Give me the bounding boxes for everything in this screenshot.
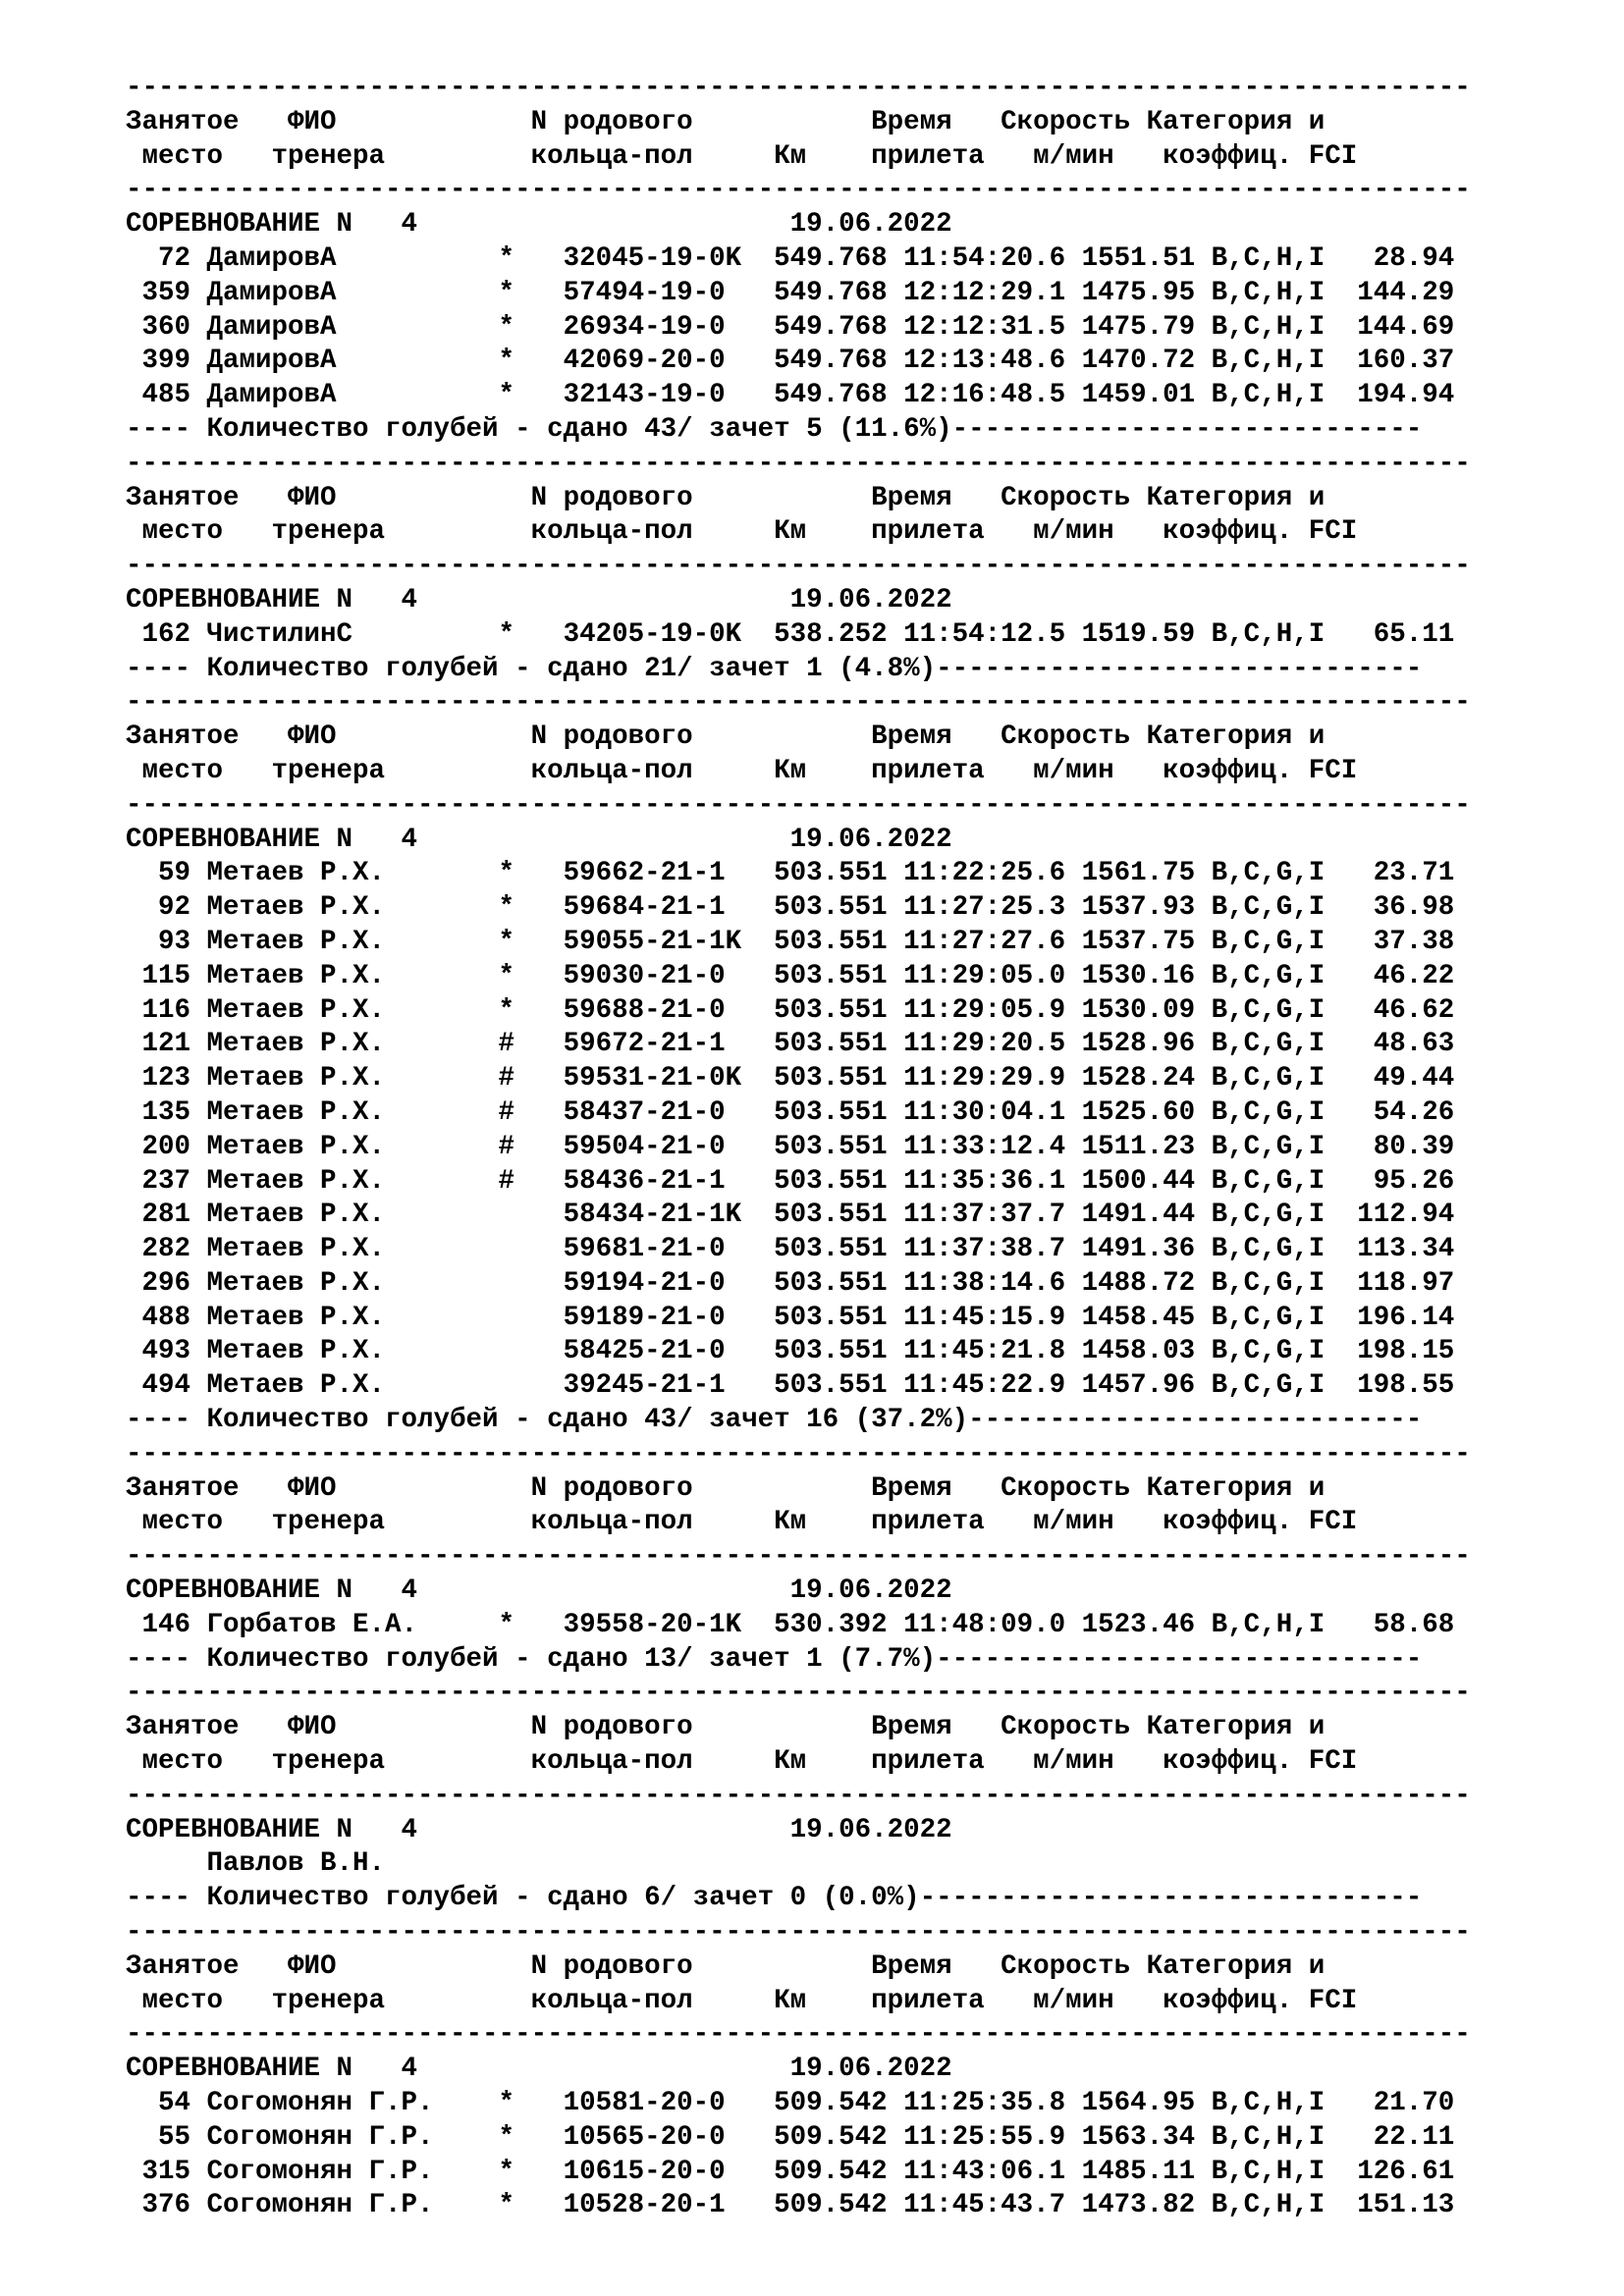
result-row: 237 Метаев Р.Х. # 58436-21-1 503.551 11:35:36.1 1500.44 B,C,G,I 95.26 xyxy=(126,1165,1455,1197)
separator-line: ----------------------------------------------------------------------------------- xyxy=(126,1541,1471,1573)
column-header-line-2: место тренера кольца-пол Км прилета м/мин коэффиц. FCI xyxy=(126,1746,1358,1778)
competition-heading: СОРЕВНОВАНИЕ N 4 19.06.2022 xyxy=(126,824,952,855)
separator-line: ----------------------------------------------------------------------------------- xyxy=(126,1780,1471,1811)
column-header-line-1: Занятое ФИО N родового Время Скорость Категория и xyxy=(126,1712,1326,1743)
result-row: Павлов В.Н. xyxy=(126,1848,386,1880)
result-row: 315 Согомонян Г.Р. * 10615-20-0 509.542 11:43:06.1 1485.11 B,C,H,I 126.61 xyxy=(126,2156,1455,2187)
column-header-line-2: место тренера кольца-пол Км прилета м/мин коэффиц. FCI xyxy=(126,140,1358,172)
separator-line: ----------------------------------------------------------------------------------- xyxy=(126,2019,1471,2051)
column-header-line-2: место тренера кольца-пол Км прилета м/мин коэффиц. FCI xyxy=(126,516,1358,548)
result-row: 200 Метаев Р.Х. # 59504-21-0 503.551 11:33:12.4 1511.23 B,C,G,I 80.39 xyxy=(126,1131,1455,1162)
competition-heading: СОРЕВНОВАНИЕ N 4 19.06.2022 xyxy=(126,1814,952,1845)
result-row: 116 Метаев Р.Х. * 59688-21-0 503.551 11:29:05.9 1530.09 B,C,G,I 46.62 xyxy=(126,994,1455,1026)
result-row: 135 Метаев Р.Х. # 58437-21-0 503.551 11:30:04.1 1525.60 B,C,G,I 54.26 xyxy=(126,1096,1455,1128)
column-header-line-1: Занятое ФИО N родового Время Скорость Категория и xyxy=(126,1472,1326,1504)
result-row: 494 Метаев Р.Х. 39245-21-1 503.551 11:45:22.9 1457.96 B,C,G,I 198.55 xyxy=(126,1370,1455,1402)
result-row: 146 Горбатов Е.А. * 39558-20-1K 530.392 11:48:09.0 1523.46 B,C,H,I 58.68 xyxy=(126,1609,1455,1640)
result-row: 121 Метаев Р.Х. # 59672-21-1 503.551 11:29:20.5 1528.96 B,C,G,I 48.63 xyxy=(126,1029,1455,1060)
result-row: 399 ДамировА * 42069-20-0 549.768 12:13:48.6 1470.72 B,C,H,I 160.37 xyxy=(126,346,1455,377)
result-row: 115 Метаев Р.Х. * 59030-21-0 503.551 11:29:05.0 1530.16 B,C,G,I 46.22 xyxy=(126,960,1455,991)
column-header-line-2: место тренера кольца-пол Км прилета м/мин коэффиц. FCI xyxy=(126,755,1358,786)
column-header-line-2: место тренера кольца-пол Км прилета м/мин коэффиц. FCI xyxy=(126,1985,1358,2016)
separator-line: ----------------------------------------------------------------------------------- xyxy=(126,551,1471,582)
result-row: 376 Согомонян Г.Р. * 10528-20-1 509.542 11:45:43.7 1473.82 B,C,H,I 151.13 xyxy=(126,2190,1455,2221)
results-document xyxy=(126,72,1598,2223)
separator-line: ----------------------------------------------------------------------------------- xyxy=(126,789,1471,821)
result-row: 162 ЧистилинС * 34205-19-0K 538.252 11:54:12.5 1519.59 B,C,H,I 65.11 xyxy=(126,618,1455,650)
competition-heading: СОРЕВНОВАНИЕ N 4 19.06.2022 xyxy=(126,2054,952,2085)
separator-line: ----------------------------------------------------------------------------------- xyxy=(126,687,1471,719)
result-row: 488 Метаев Р.Х. 59189-21-0 503.551 11:45:15.9 1458.45 B,C,G,I 196.14 xyxy=(126,1302,1455,1333)
result-row: 281 Метаев Р.Х. 58434-21-1K 503.551 11:37:37.7 1491.44 B,C,G,I 112.94 xyxy=(126,1200,1455,1231)
column-header-line-1: Занятое ФИО N родового Время Скорость Категория и xyxy=(126,106,1326,137)
column-header-line-1: Занятое ФИО N родового Время Скорость Категория и xyxy=(126,1950,1326,1982)
competition-heading: СОРЕВНОВАНИЕ N 4 19.06.2022 xyxy=(126,1575,952,1607)
result-row: 54 Согомонян Г.Р. * 10581-20-0 509.542 11:25:35.8 1564.95 B,C,H,I 21.70 xyxy=(126,2088,1455,2119)
column-header-line-1: Занятое ФИО N родового Время Скорость Категория и xyxy=(126,721,1326,753)
column-header-line-2: место тренера кольца-пол Км прилета м/мин коэффиц. FCI xyxy=(126,1507,1358,1538)
result-row: 55 Согомонян Г.Р. * 10565-20-0 509.542 11:25:55.9 1563.34 B,C,H,I 22.11 xyxy=(126,2121,1455,2153)
separator-line: ----------------------------------------------------------------------------------- xyxy=(126,1678,1471,1709)
result-row: 72 ДамировА * 32045-19-0K 549.768 11:54:20.6 1551.51 B,C,H,I 28.94 xyxy=(126,242,1455,274)
result-row: 59 Метаев Р.Х. * 59662-21-1 503.551 11:22:25.6 1561.75 B,C,G,I 23.71 xyxy=(126,858,1455,889)
section-summary: ---- Количество голубей - сдано 6/ зачет 0 (0.0%)------------------------------- xyxy=(126,1883,1423,1914)
section-summary: ---- Количество голубей - сдано 21/ зачет 1 (4.8%)------------------------------ xyxy=(126,653,1423,684)
competition-heading: СОРЕВНОВАНИЕ N 4 19.06.2022 xyxy=(126,584,952,615)
section-summary: ---- Количество голубей - сдано 13/ зачет 1 (7.7%)------------------------------ xyxy=(126,1643,1423,1675)
result-row: 123 Метаев Р.Х. # 59531-21-0K 503.551 11:29:29.9 1528.24 B,C,G,I 49.44 xyxy=(126,1063,1455,1095)
separator-line: ----------------------------------------------------------------------------------- xyxy=(126,448,1471,479)
result-row: 493 Метаев Р.Х. 58425-21-0 503.551 11:45:21.8 1458.03 B,C,G,I 198.15 xyxy=(126,1336,1455,1367)
column-header-line-1: Занятое ФИО N родового Время Скорость Категория и xyxy=(126,482,1326,513)
section-summary: ---- Количество голубей - сдано 43/ зачет 16 (37.2%)---------------------------- xyxy=(126,1405,1423,1436)
result-row: 93 Метаев Р.Х. * 59055-21-1K 503.551 11:27:27.6 1537.75 B,C,G,I 37.38 xyxy=(126,926,1455,957)
result-row: 92 Метаев Р.Х. * 59684-21-1 503.551 11:27:25.3 1537.93 B,C,G,I 36.98 xyxy=(126,892,1455,924)
section-summary: ---- Количество голубей - сдано 43/ зачет 5 (11.6%)----------------------------- xyxy=(126,413,1423,445)
result-row: 296 Метаев Р.Х. 59194-21-0 503.551 11:38:14.6 1488.72 B,C,G,I 118.97 xyxy=(126,1267,1455,1299)
result-row: 485 ДамировА * 32143-19-0 549.768 12:16:48.5 1459.01 B,C,H,I 194.94 xyxy=(126,380,1455,411)
result-row: 360 ДамировА * 26934-19-0 549.768 12:12:31.5 1475.79 B,C,H,I 144.69 xyxy=(126,311,1455,343)
separator-line: ----------------------------------------------------------------------------------- xyxy=(126,175,1471,206)
result-row: 359 ДамировА * 57494-19-0 549.768 12:12:29.1 1475.95 B,C,H,I 144.29 xyxy=(126,277,1455,308)
separator-line: ----------------------------------------------------------------------------------- xyxy=(126,73,1471,103)
separator-line: ----------------------------------------------------------------------------------- xyxy=(126,1917,1471,1949)
separator-line: ----------------------------------------------------------------------------------- xyxy=(126,1438,1471,1469)
competition-heading: СОРЕВНОВАНИЕ N 4 19.06.2022 xyxy=(126,209,952,240)
result-row: 282 Метаев Р.Х. 59681-21-0 503.551 11:37:38.7 1491.36 B,C,G,I 113.34 xyxy=(126,1234,1455,1265)
